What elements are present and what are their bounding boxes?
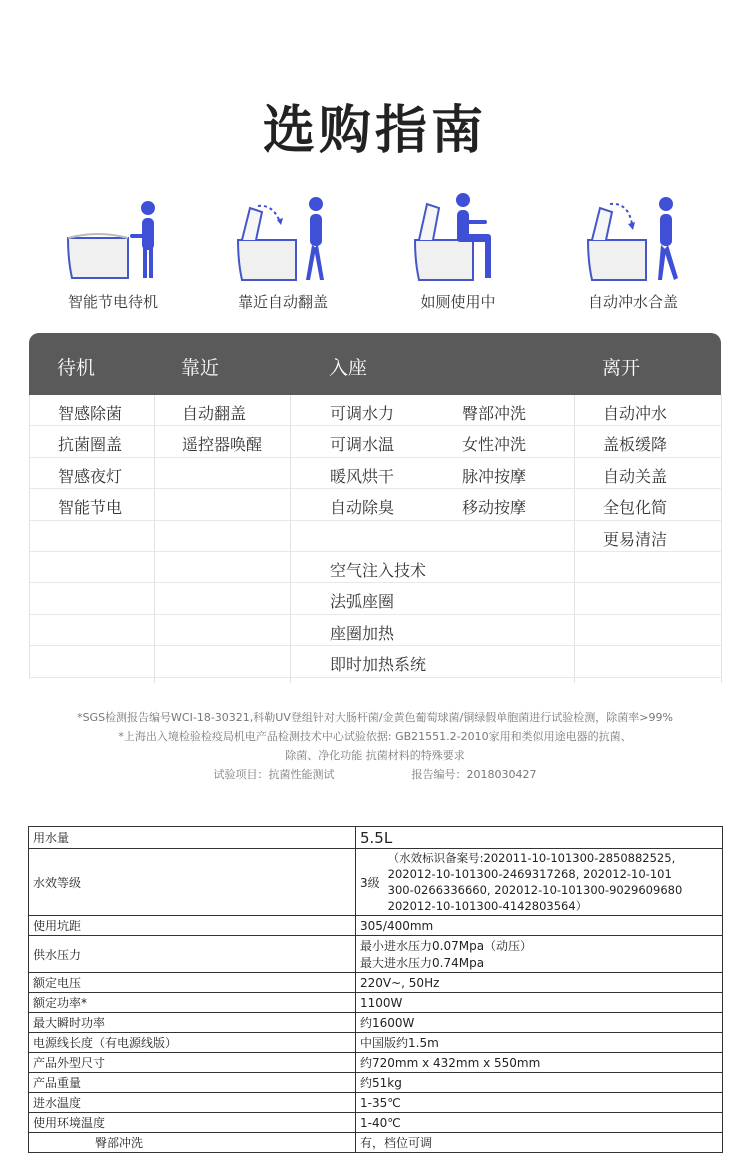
table-row: 法弧座圈 <box>30 583 721 614</box>
step-standby <box>28 190 198 312</box>
table-row: 空气注入技术 <box>30 552 721 583</box>
usage-steps <box>0 190 750 320</box>
feature-table <box>29 333 721 678</box>
table-row: 智感夜灯 暖风烘干 脉冲按摩 自动关盖 <box>30 458 721 489</box>
table-row: 额定电压 220V~, 50Hz <box>29 973 723 993</box>
note-line: 试验项目：抗菌性能测试 报告编号：2018030427 <box>213 768 537 781</box>
feature-table-header <box>29 333 721 395</box>
table-row: 产品重量 约51kg <box>29 1073 723 1093</box>
note-line: *上海出入境检验检疫局机电产品检测技术中心试验依据: GB21551.2-2010家用和类似用途电器的抗菌、 <box>118 730 632 743</box>
header-leave: 离开 <box>602 357 641 379</box>
table-row: 使用坑距 305/400mm <box>29 916 723 936</box>
table-row: 即时加热系统 <box>30 646 721 677</box>
header-approach: 靠近 <box>181 357 220 379</box>
header-standby: 待机 <box>57 357 96 379</box>
feature-grid <box>29 395 721 678</box>
header-seat: 入座 <box>329 357 368 379</box>
spec-table <box>28 826 723 1153</box>
step-approach <box>198 190 368 312</box>
table-row: 进水温度 1-35℃ <box>29 1093 723 1113</box>
table-row: 更易清洁 <box>30 521 721 552</box>
step-leave <box>548 190 718 312</box>
toilet-flush-close-icon <box>578 190 688 285</box>
table-row: 智感除菌 自动翻盖 可调水力 臀部冲洗 自动冲水 <box>30 395 721 426</box>
step-label: 智能节电待机 <box>67 293 158 311</box>
table-row: 用水量 5.5L <box>29 827 723 849</box>
toilet-lid-open-icon <box>228 190 338 285</box>
table-row: 使用环境温度 1-40℃ <box>29 1113 723 1133</box>
toilet-in-use-icon <box>403 190 513 285</box>
table-row: 电源线长度（有电源线版） 中国版约1.5m <box>29 1033 723 1053</box>
step-label: 如厕使用中 <box>420 293 496 311</box>
grade-value: 3级 <box>360 875 380 890</box>
step-in-use <box>373 190 543 312</box>
step-label: 靠近自动翻盖 <box>237 293 328 311</box>
table-row: 最大瞬时功率 约1600W <box>29 1013 723 1033</box>
table-row: 座圈加热 <box>30 615 721 646</box>
test-notes <box>0 708 750 784</box>
step-label: 自动冲水合盖 <box>587 293 678 311</box>
page-title: 选购指南 <box>262 101 487 161</box>
table-row: 抗菌圈盖 遥控器唤醒 可调水温 女性冲洗 盖板缓降 <box>30 426 721 457</box>
toilet-standby-icon <box>58 190 168 285</box>
table-row: 产品外型尺寸 约720mm x 432mm x 550mm <box>29 1053 723 1073</box>
table-row: 供水压力 最小进水压力0.07Mpa（动压） 最大进水压力0.74Mpa <box>29 936 723 973</box>
table-row: 臀部冲洗 有，档位可调 <box>29 1133 723 1153</box>
table-row: 智能节电 自动除臭 移动按摩 全包化简 <box>30 489 721 520</box>
table-row: 水效等级 3级 （水效标识备案号:202011-10-101300-2850882525, 202012-10-101300-2469317268, 202012-10-101 300-0266336660, 202012-10-101300-9029609680 202012-10-101300-4142803564） <box>29 849 723 916</box>
table-row: 额定功率* 1100W <box>29 993 723 1013</box>
note-line: *SGS检测报告编号WCI-18-30321,科勒UV登组针对大肠杆菌/金黄色葡萄球菌/铜绿假单胞菌进行试验检测，除菌率>99% <box>77 711 673 724</box>
note-line: 除菌、净化功能 抗菌材料的特殊要求 <box>285 749 465 762</box>
